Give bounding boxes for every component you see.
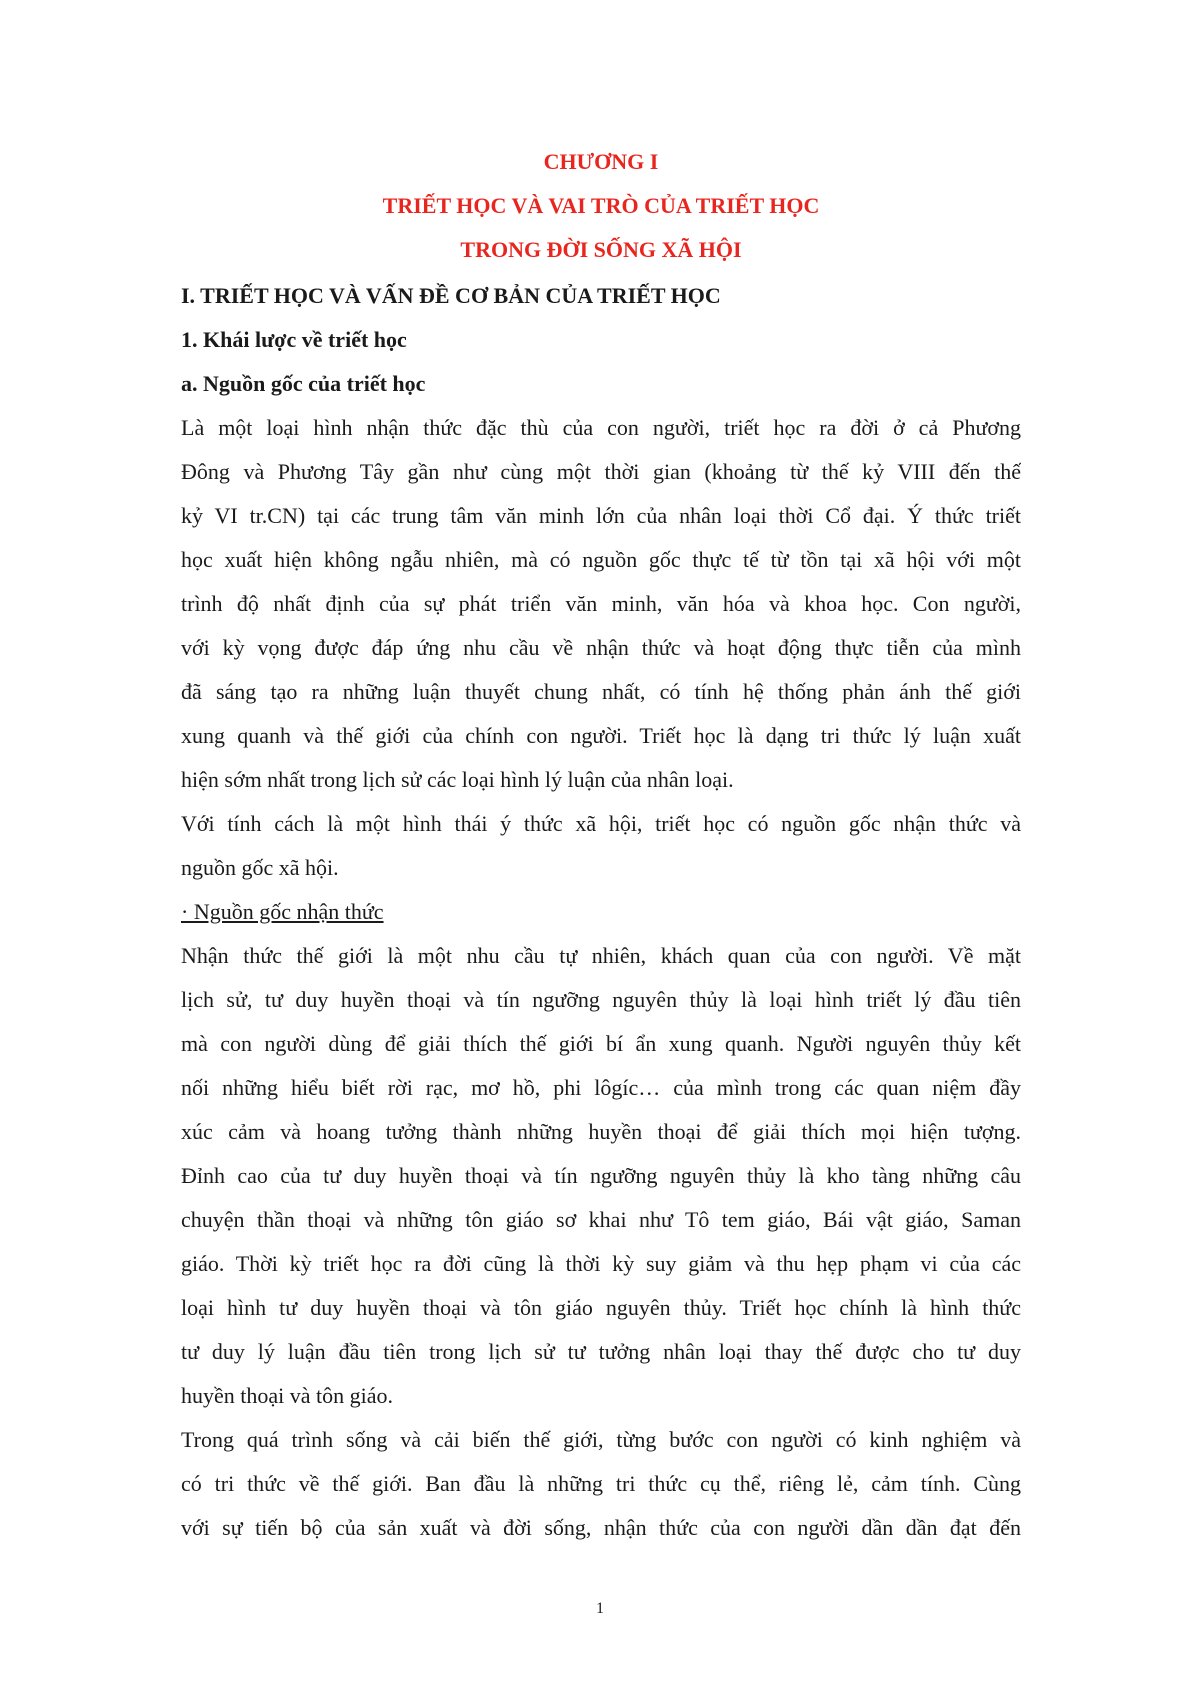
paragraph-cognitive-origin [181, 934, 1021, 1418]
text-line: kỷ VI tr.CN) tại các trung tâm văn minh lớn của nhân loại thời Cổ đại. Ý thức triết [181, 503, 1021, 528]
text-line: xúc cảm và hoang tưởng thành những huyền thoại để giải thích mọi hiện tượng. [181, 1119, 1021, 1144]
subsubsection-heading: a. Nguồn gốc của triết học [181, 371, 426, 396]
paragraph-origin-overview [181, 406, 1021, 802]
text-line: Là một loại hình nhận thức đặc thù của con người, triết học ra đời ở cả Phương [181, 415, 1021, 440]
text-line: lịch sử, tư duy huyền thoại và tín ngưỡng nguyên thủy là loại hình triết lý đầu tiên [181, 987, 1021, 1012]
paragraph-social-form [181, 802, 1021, 890]
chapter-number: CHƯƠNG I [543, 149, 659, 174]
document-page [181, 140, 1021, 1550]
text-line: Nhận thức thế giới là một nhu cầu tự nhiên, khách quan của con người. Về mặt [181, 943, 1021, 968]
text-line: Đỉnh cao của tư duy huyền thoại và tín ngưỡng nguyên thủy là kho tàng những câu [181, 1163, 1021, 1188]
chapter-title-line-1: TRIẾT HỌC VÀ VAI TRÒ CỦA TRIẾT HỌC [382, 193, 820, 218]
text-line: hiện sớm nhất trong lịch sử các loại hình lý luận của nhân loại. [181, 767, 734, 792]
text-line: Với tính cách là một hình thái ý thức xã hội, triết học có nguồn gốc nhận thức và [181, 811, 1021, 836]
chapter-title-block [181, 140, 1021, 272]
bullet-heading-cognitive-origin: · Nguồn gốc nhận thức [181, 899, 384, 924]
subsection-heading: 1. Khái lược về triết học [181, 327, 407, 352]
page-number: 1 [596, 1600, 604, 1617]
text-line: mà con người dùng để giải thích thế giới bí ẩn xung quanh. Người nguyên thủy kết [181, 1031, 1021, 1056]
text-line: Trong quá trình sống và cải biến thế giới, từng bước con người có kinh nghiệm và [181, 1427, 1021, 1452]
text-line: loại hình tư duy huyền thoại và tôn giáo nguyên thủy. Triết học chính là hình thức [181, 1295, 1021, 1320]
text-line: với kỳ vọng được đáp ứng nhu cầu về nhận thức và hoạt động thực tiễn của mình [181, 635, 1021, 660]
text-line: với sự tiến bộ của sản xuất và đời sống, nhận thức của con người dần dần đạt đến [181, 1515, 1021, 1540]
text-line: trình độ nhất định của sự phát triển văn minh, văn hóa và khoa học. Con người, [181, 591, 1021, 616]
text-line: chuyện thần thoại và những tôn giáo sơ khai như Tô tem giáo, Bái vật giáo, Saman [181, 1207, 1021, 1232]
text-line: tư duy lý luận đầu tiên trong lịch sử tư tưởng nhân loại thay thế được cho tư duy [181, 1339, 1021, 1364]
text-line: nối những hiểu biết rời rạc, mơ hồ, phi lôgíc… của mình trong các quan niệm đầy [181, 1075, 1021, 1100]
paragraph-knowledge-development [181, 1418, 1021, 1550]
text-line: nguồn gốc xã hội. [181, 855, 339, 880]
text-line: đã sáng tạo ra những luận thuyết chung nhất, có tính hệ thống phản ánh thế giới [181, 679, 1021, 704]
text-line: giáo. Thời kỳ triết học ra đời cũng là thời kỳ suy giảm và thu hẹp phạm vi của các [181, 1251, 1021, 1276]
text-line: xung quanh và thế giới của chính con người. Triết học là dạng tri thức lý luận xuất [181, 723, 1021, 748]
text-line: huyền thoại và tôn giáo. [181, 1383, 394, 1408]
text-line: Đông và Phương Tây gần như cùng một thời gian (khoảng từ thế kỷ VIII đến thế [181, 459, 1021, 484]
text-line: học xuất hiện không ngẫu nhiên, mà có nguồn gốc thực tế từ tồn tại xã hội với một [181, 547, 1021, 572]
section-heading: I. TRIẾT HỌC VÀ VẤN ĐỀ CƠ BẢN CỦA TRIẾT HỌC [181, 283, 721, 308]
text-line: có tri thức về thế giới. Ban đầu là những tri thức cụ thể, riêng lẻ, cảm tính. Cùng [181, 1471, 1021, 1496]
chapter-title-line-2: TRONG ĐỜI SỐNG XÃ HỘI [460, 237, 742, 262]
